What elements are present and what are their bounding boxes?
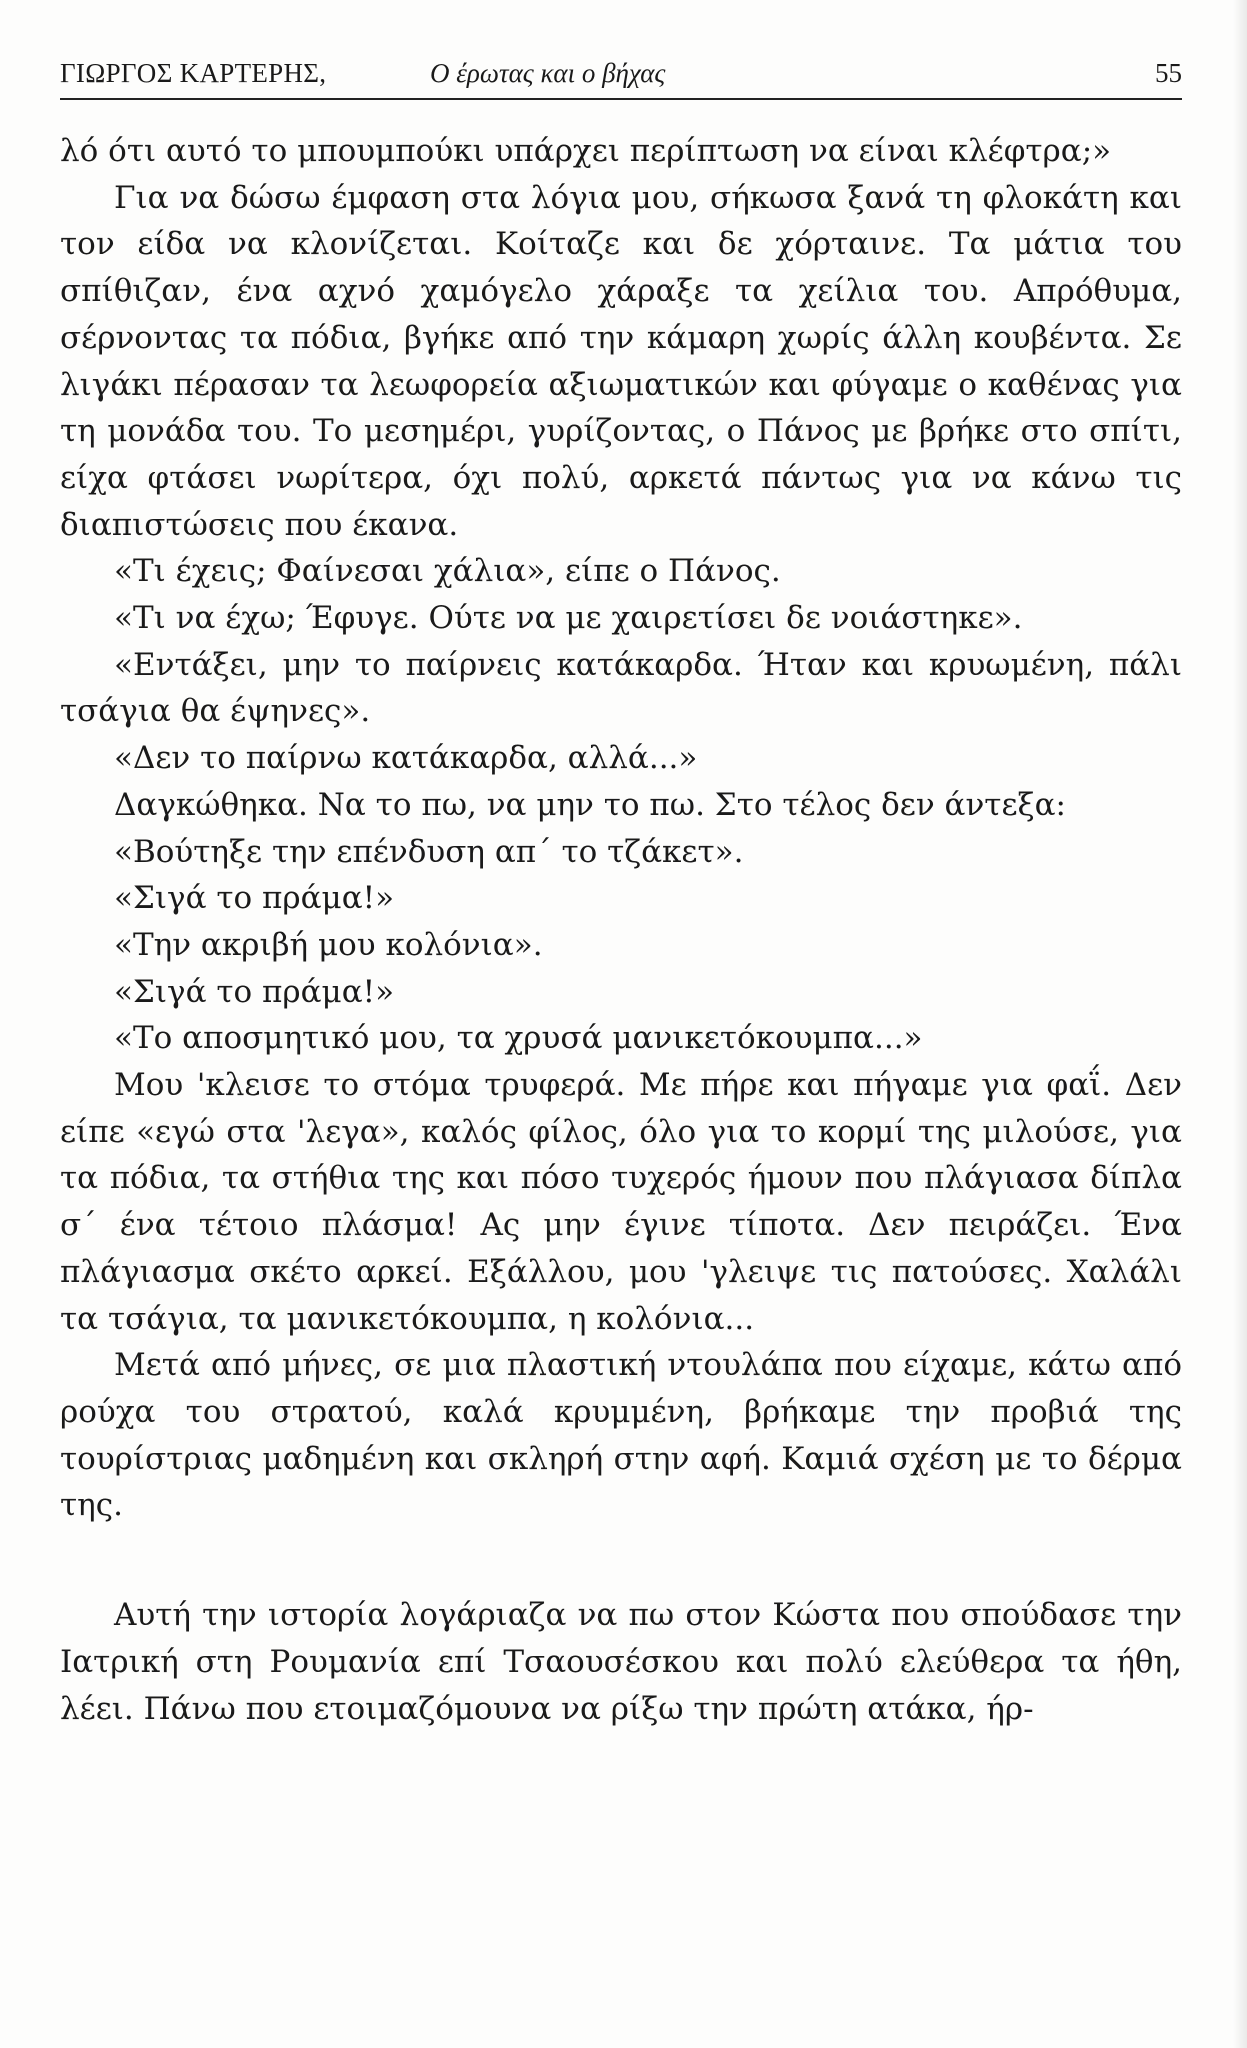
paragraph: λό ότι αυτό το μπουμπούκι υπάρχει περίπτωση να είναι κλέφτρα;» — [60, 133, 1112, 169]
paragraph: Μετά από μήνες, σε μια πλαστική ντουλάπα που είχαμε, κάτω από ρούχα του στρατού, καλά κρυμμένη, βρήκαμε την προβιά της τουρίστριας μαδημένη και σκληρή στην αφή. Καμιά σχέση με το δέρμα της. — [60, 1347, 1182, 1524]
dialogue-line: «Εντάξει, μην το παίρνεις κατάκαρδα. Ήταν και κρυωμένη, πάλι τσάγια θα έψηνες». — [60, 646, 1182, 730]
running-header — [60, 58, 1182, 100]
page-number: 55 — [1155, 58, 1182, 88]
paragraph: Για να δώσω έμφαση στα λόγια μου, σήκωσα ξανά τη φλοκάτη και τον είδα να κλονίζεται. Κοίταζε και δε χόρταινε. Τα μάτια του σπίθιζαν, ένα αχνό χαμόγελο χάραξε τα χείλια του. Απρόθυμα, σέρνοντας τα πόδια, βγήκε από την κάμαρη χωρίς άλλη κουβέντα. Σε λιγάκι πέρασαν τα λεωφορεία αξιωματικών και φύγαμε ο καθένας για τη μονάδα του. Το μεσημέρι, γυρίζοντας, ο Πάνος με βρήκε στο σπίτι, είχα φτάσει νωρίτερα, όχι πολύ, αρκετά πάντως για να κάνω τις διαπιστώσεις που έκανα. — [60, 179, 1182, 543]
scan-shadow-edge — [1233, 0, 1247, 2048]
dialogue-line: «Το αποσμητικό μου, τα χρυσά μανικετόκουμπα...» — [114, 1020, 923, 1057]
dialogue-line: «Την ακριβή μου κολόνια». — [114, 926, 543, 963]
dialogue-line: «Τι έχεις; Φαίνεσαι χάλια», είπε ο Πάνος. — [114, 553, 781, 590]
paragraph: Μου 'κλεισε το στόμα τρυφερά. Με πήρε και πήγαμε για φαΐ. Δεν είπε «εγώ στα 'λεγα», καλός φίλος, όλο για το κορμί της μιλούσε, για τα πόδια, τα στήθια της και πόσο τυχερός ήμουν που πλάγιασα δίπλα σ΄ ένα τέτοιο πλάσμα! Ας μην έγινε τίποτα. Δεν πειράζει. Ένα πλάγιασμα σκέτο αρκεί. Εξάλλου, μου 'γλειψε τις πατούσες. Χαλάλι τα τσάγια, τα μανικετόκουμπα, η κολόνια... — [60, 1067, 1182, 1337]
body-text — [60, 128, 1182, 1732]
paragraph: Αυτή την ιστορία λογάριαζα να πω στον Κώστα που σπούδασε την Ιατρική στη Ρουμανία επί Τσαουσέσκου και πολύ ελεύθερα τα ήθη, λέει. Πάνω που ετοιμαζόμουνα να ρίξω την πρώτη ατάκα, ήρ- — [60, 1597, 1182, 1727]
dialogue-line: «Τι να έχω; Έφυγε. Ούτε να με χαιρετίσει δε νοιάστηκε». — [114, 600, 1023, 637]
header-author: ΓΙΩΡΓΟΣ ΚΑΡΤΕΡΗΣ, — [60, 58, 327, 88]
dialogue-line: «Σιγά το πράμα!» — [114, 880, 395, 917]
dialogue-line: «Σιγά το πράμα!» — [114, 973, 395, 1010]
dialogue-line: «Βούτηξε την επένδυση απ΄ το τζάκετ». — [114, 833, 744, 870]
dialogue-line: «Δεν το παίρνω κατάκαρδα, αλλά...» — [114, 740, 698, 777]
paragraph: Δαγκώθηκα. Να το πω, να μην το πω. Στο τέλος δεν άντεξα: — [114, 786, 1066, 823]
header-book-title: Ο έρωτας και ο βήχας — [430, 58, 666, 88]
